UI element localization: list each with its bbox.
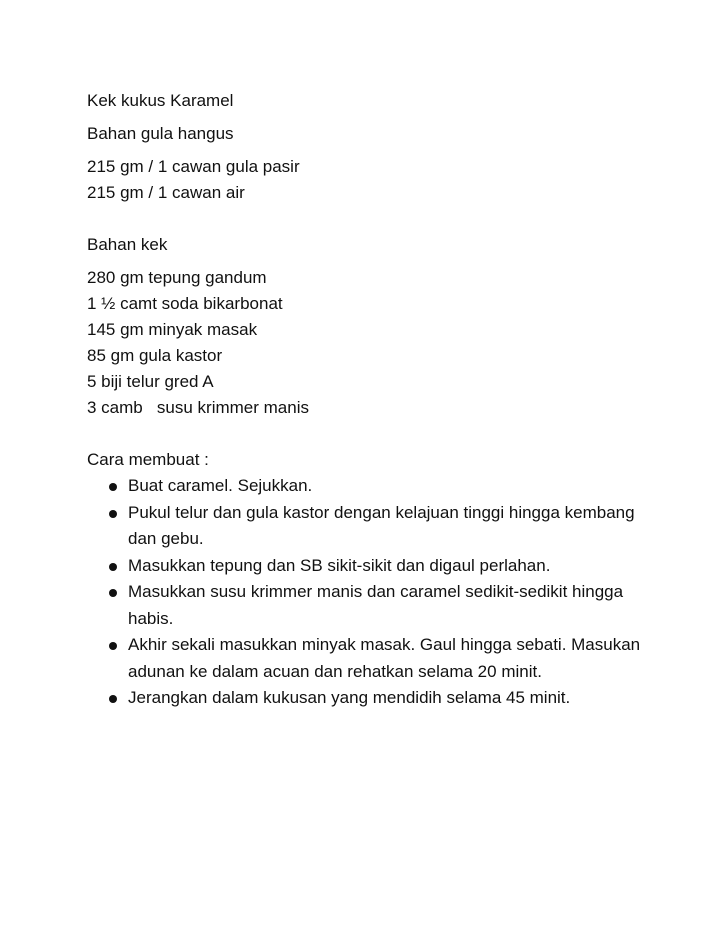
method-step xyxy=(107,500,648,553)
bullet-icon xyxy=(109,563,117,571)
ingredient-line: 215 gm / 1 cawan gula pasir xyxy=(87,157,300,176)
caramel-ingredient-list xyxy=(87,154,687,206)
cake-ingredient-list xyxy=(87,265,687,421)
caramel-heading: Bahan gula hangus xyxy=(87,124,234,143)
bullet-icon xyxy=(109,483,117,491)
method-heading: Cara membuat : xyxy=(87,450,209,469)
cake-heading: Bahan kek xyxy=(87,235,168,254)
method-step-text: Masukkan susu krimmer manis dan caramel sedikit-sedikit hingga habis. xyxy=(128,582,624,628)
bullet-icon xyxy=(109,642,117,650)
ingredient-line: 5 biji telur gred A xyxy=(87,372,214,391)
ingredient-line: 1 ½ camt soda bikarbonat xyxy=(87,294,283,313)
method-step-list xyxy=(87,473,687,712)
method-step xyxy=(107,685,648,712)
bullet-icon xyxy=(109,510,117,518)
method-step xyxy=(107,553,648,580)
recipe-document xyxy=(87,88,687,712)
ingredient-line: 215 gm / 1 cawan air xyxy=(87,183,245,202)
method-step xyxy=(107,632,648,685)
ingredient-line: 3 camb susu krimmer manis xyxy=(87,398,309,417)
bullet-icon xyxy=(109,589,117,597)
ingredient-line: 280 gm tepung gandum xyxy=(87,268,267,287)
method-step-text: Buat caramel. Sejukkan. xyxy=(128,476,313,495)
method-step-text: Pukul telur dan gula kastor dengan kelajuan tinggi hingga kembang dan gebu. xyxy=(128,502,635,548)
method-step-text: Masukkan tepung dan SB sikit-sikit dan digaul perlahan. xyxy=(128,555,551,575)
recipe-title: Kek kukus Karamel xyxy=(87,91,234,110)
bullet-icon xyxy=(109,695,117,703)
ingredient-line: 85 gm gula kastor xyxy=(87,346,223,365)
method-step-text: Jerangkan dalam kukusan yang mendidih selama 45 minit. xyxy=(128,688,571,707)
ingredient-line: 145 gm minyak masak xyxy=(87,320,258,339)
method-step xyxy=(107,473,648,500)
method-step xyxy=(107,579,648,632)
method-step-text: Akhir sekali masukkan minyak masak. Gaul hingga sebati. Masukan adunan ke dalam acuan dan rehatkan selama 20 minit. xyxy=(128,635,641,681)
